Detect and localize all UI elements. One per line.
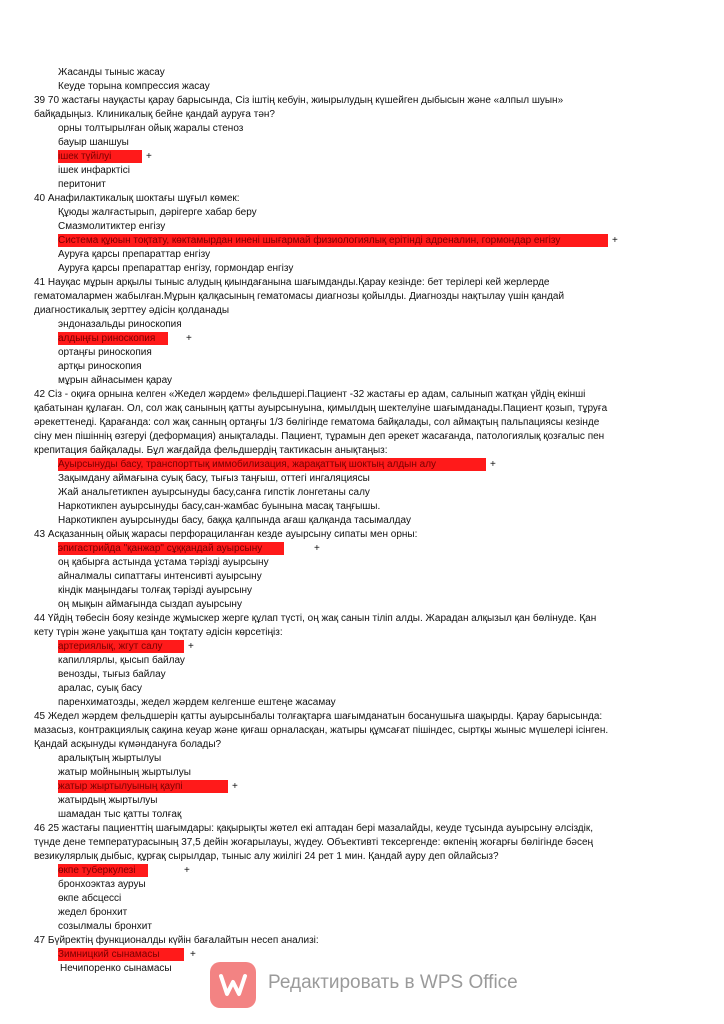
correct-answer-highlight: ішек түйілуі — [58, 150, 142, 163]
question-text: 43 Асқазанның ойық жарасы перфорациланған кезде ауырсыну сипаты мен орны: — [34, 529, 418, 540]
question-text: 45 Жедел жәрдем фельдшерін қатты ауырсынбалы толғақтарға шағымданатын босанушыға шақырды. Қарау барысында: — [34, 711, 603, 722]
correct-answer — [58, 234, 618, 247]
answer-option: айналмалы сипаттағы интенсивті ауырсыну — [58, 571, 262, 582]
answer-option: венозды, тығыз байлау — [58, 669, 166, 680]
correct-marker: + — [184, 865, 190, 876]
answer-option: мұрын айнасымен қарау — [58, 375, 173, 386]
answer-option: жатырдың жыртылуы — [58, 795, 158, 806]
answer-option: жедел бронхит — [58, 907, 128, 918]
wps-edit-banner[interactable] — [210, 960, 540, 1010]
question-text: 42 Сіз - оқиға орнына келген «Жедел жәрдем» фельдшері.Пациент -32 жастағы ер адам, салынып жатқан үйдің екінші — [34, 389, 586, 400]
answer-option: жатыр мойнының жыртылуы — [58, 767, 191, 778]
question-text: крепитация байқалады. Бұл жағдайда фельдшердің тактикасын анықтаңыз: — [34, 445, 388, 456]
answer-option: ішек инфарктісі — [58, 165, 130, 176]
question-text: байқадыңыз. Клиникалық бейне қандай ауруға тән? — [34, 109, 275, 120]
correct-marker: + — [490, 459, 496, 470]
question-text: Қандай асқынуды күмәндануға болады? — [34, 739, 222, 750]
question-text: гематомалармен жабылған.Мұрын қалқасының гематомасы диагнозы қойылды. Диагнозды нақтылау үшін қандай — [34, 291, 565, 302]
question-text: 40 Анафилактикалық шоктағы шұғыл көмек: — [34, 193, 240, 204]
answer-option: бронхоэктаз ауруы — [58, 879, 146, 890]
answer-option: оң мықын аймағында сыздап ауырсыну — [58, 599, 242, 610]
answer-option: кіндік маңындағы толғақ тәрізді ауырсыну — [58, 585, 253, 596]
answer-option: Жай анальгетикпен ауырсынуды басу,санға гипстік лонгетаны салу — [58, 487, 370, 498]
answer-option: Наркотикпен ауырсынуды басу, баққа қалпында ағаш қалқанда тасымалдау — [58, 515, 411, 526]
question-text: түнде дене температурасының 37,5 дейін жоғарылауы, жүдеу. Объективті тексергенде: өкпенің жоғарғы бөлігінде бәсең — [34, 837, 594, 848]
answer-option: Наркотикпен ауырсынуды басу,сан-жамбас буынына масақ таңғышы. — [58, 501, 381, 512]
answer-option: бауыр шаншуы — [58, 137, 129, 148]
answer-option: Кеуде торына компрессия жасау — [58, 81, 210, 92]
correct-marker: + — [186, 333, 192, 344]
correct-answer-highlight: жатыр жыртылуының қаупі — [58, 780, 228, 793]
correct-answer — [58, 542, 320, 555]
answer-option: перитонит — [58, 179, 106, 190]
question-text: қабатынан құлаған. Ол, сол жақ санының қатты ауырсынуына, қимылдың шектелуіне шағымданады.Пациент қозып, тұруға — [34, 403, 608, 414]
answer-option: Ауруға қарсы препараттар енгізу, гормондар енгізу — [58, 263, 294, 274]
correct-marker: + — [190, 949, 196, 960]
answer-option: оң қабырға астында ұстама тәрізді ауырсыну — [58, 557, 269, 568]
correct-answer-highlight: Зимницкий сынамасы — [58, 948, 184, 961]
correct-answer — [58, 150, 152, 163]
wps-edit-link[interactable]: Редактировать в WPS Office — [268, 972, 518, 993]
correct-marker: + — [146, 151, 152, 162]
correct-answer-highlight: Ауырсынуды басу, транспорттық иммобилизация, жарақаттық шоктың алдын алу — [58, 458, 486, 471]
question-text: везикулярлық дыбыс, құрғақ сырылдар, тыныс алу жиілігі 24 рет 1 мин. Қандай ауру деп ойлайсыз? — [34, 851, 499, 862]
answer-option: созылмалы бронхит — [58, 921, 152, 932]
answer-option: артқы риноскопия — [58, 361, 142, 372]
answer-option: шамадан тыс қатты толғақ — [58, 809, 182, 820]
question-text: 41 Науқас мұрын арқылы тыныс алудың қиындағанына шағымданды.Қарау кезінде: бет терілері кей жерлерде — [34, 277, 550, 288]
correct-marker: + — [612, 235, 618, 246]
question-text: сіну мен пішіннің өзгеруі (деформация) анықталады. Пациент, тұрамын деп әрекет жасағанда, патологиялық қозғалыс пен — [34, 431, 605, 442]
correct-marker: + — [232, 781, 238, 792]
correct-answer-highlight: Система құюын тоқтату, көктамырдан инені шығармай физиологиялық ерітінді адреналин, гормондар енгізу — [58, 234, 608, 247]
correct-answer — [58, 332, 192, 345]
wps-logo-icon — [210, 962, 256, 1008]
correct-answer — [58, 864, 190, 877]
question-text: 46 25 жастағы пациенттің шағымдары: қақырықты жөтел екі аптадан бері мазалайды, кеуде тұсында ауырсыну әлсіздік, — [34, 823, 594, 834]
question-text: 39 70 жастағы науқасты қарау барысында, Сіз іштің кебуін, жиырылудың күшейген дыбысын және «алпыл шуын» — [34, 95, 564, 106]
correct-answer-highlight: артериялық, жгут салу — [58, 640, 184, 653]
answer-option: Смазмолитиктер енгізу — [58, 221, 166, 232]
question-text: әрекеттенеді. Қарағанда: сол жақ санның ортаңғы 1/3 бөлігінде гематома байқалады, сол аймақтың пальпациясы кезінде — [34, 417, 600, 428]
answer-option: капиллярлы, қысып байлау — [58, 655, 185, 666]
answer-option: Нечипоренко сынамасы — [60, 963, 172, 974]
answer-option: аралықтың жыртылуы — [58, 753, 162, 764]
question-text: кету түрін және уақытша қан тоқтату әдісін көрсетіңіз: — [34, 627, 283, 638]
answer-option: Ауруға қарсы препараттар енгізу — [58, 249, 211, 260]
answer-option: паренхиматозды, жедел жәрдем келгенше ештеңе жасамау — [58, 697, 336, 708]
answer-option: аралас, суық басу — [58, 683, 143, 694]
answer-option: өкпе абсцессі — [58, 893, 122, 904]
correct-answer-highlight: өкпе туберкулезі — [58, 864, 148, 877]
question-text: диагностикалық зерттеу әдісін қолданады — [34, 305, 230, 316]
correct-answer-highlight: эпигастрийда "қанжар" сұққандай ауырсыну — [58, 542, 284, 555]
answer-option: Зақымдану аймағына суық басу, тығыз таңғыш, оттегі ингаляциясы — [58, 473, 370, 484]
correct-answer — [58, 458, 496, 471]
question-text: 44 Үйдің төбесін бояу кезінде жұмыскер жерге құлап түсті, оң жақ санын тіліп алды. Жарадан алқызыл қан бөлінуде. Қан — [34, 613, 597, 624]
question-text: мазасыз, контракциялық сақина кеуар және қиғаш орналасқан, жатыры құмсағат пішіндес, сыртқы жыныс мүшелері ісінген. — [34, 725, 609, 736]
question-text: 47 Бүйректің функционалды күйін бағалайтын несеп анализі: — [34, 935, 319, 946]
answer-option: Жасанды тыныс жасау — [58, 67, 165, 78]
correct-answer-highlight: алдыңғы риноскопия — [58, 332, 168, 345]
correct-marker: + — [188, 641, 194, 652]
answer-option: эндоназальды риноскопия — [58, 319, 182, 330]
answer-option: орны толтырылған ойық жаралы стеноз — [58, 123, 244, 134]
answer-option: ортаңғы риноскопия — [58, 347, 152, 358]
correct-answer — [58, 780, 238, 793]
answer-option: Құюды жалғастырып, дәрігерге хабар беру — [58, 207, 257, 218]
correct-answer — [58, 948, 196, 961]
correct-answer — [58, 640, 194, 653]
correct-marker: + — [314, 543, 320, 554]
